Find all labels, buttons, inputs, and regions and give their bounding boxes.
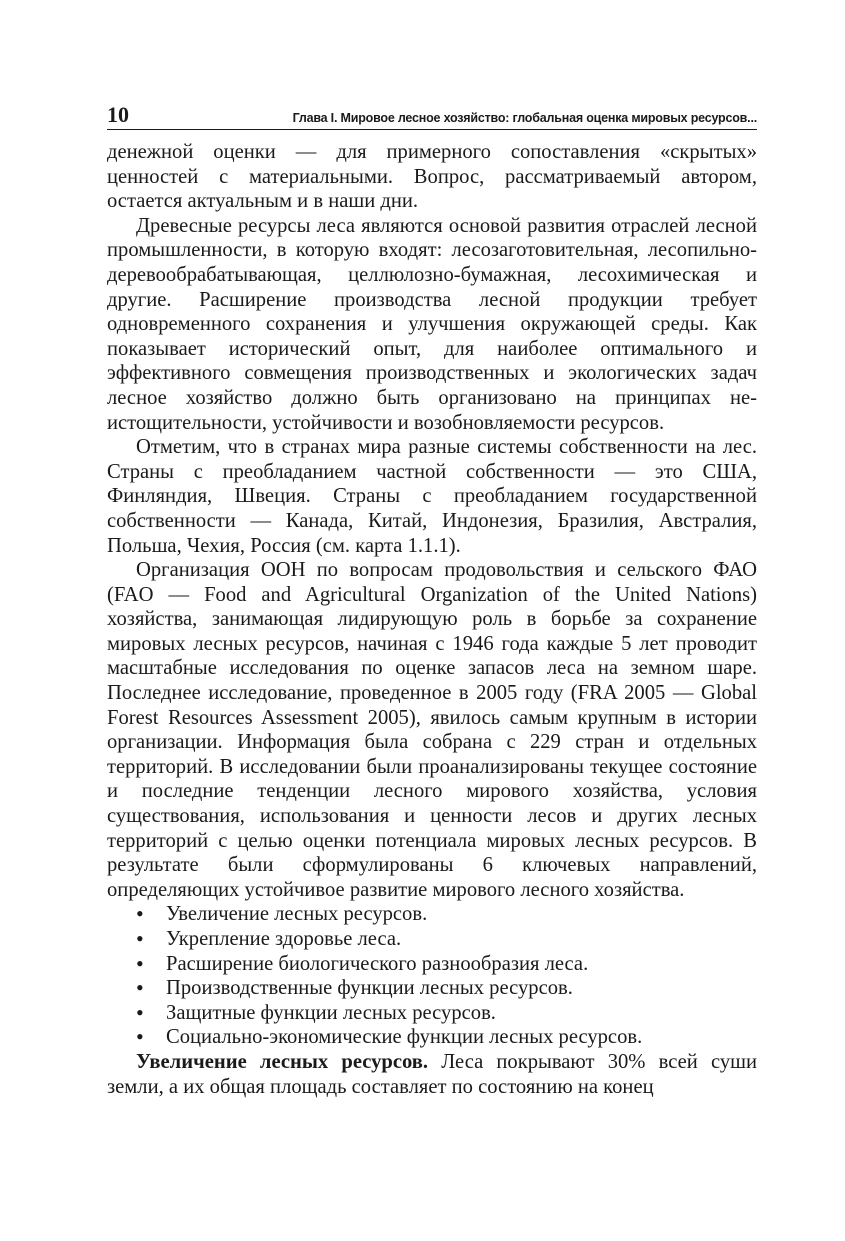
paragraph: Древесные ресурсы леса являются основой развития отраслей лесной промышленности, в которую входят: лесозаготовительная, лесопильно-деревообрабатывающая, целлюлозно-бумажная, лесохимическая и другие. Расширение производства лесной продукции требует одновременного сохранения и улучшения окружающей среды. Как показывает исторический опыт, для наиболее оптимального и эффективного совмещения производственных и экологических задач лесное хозяйство должно быть организовано на принципах неистощительности, устойчивости и возобновляемости ресурсов. bbox=[107, 214, 757, 434]
list-item: • Социально-экономические функции лесных ресурсов. bbox=[136, 1025, 757, 1050]
paragraph: Организация ООН по вопросам продовольствия и сельского ФАО (FAO — Food and Agricultural Organization of the United Nations) хозяйства, занимающая лидирующую роль в борьбе за сохранение мировых лесных ресурсов, начиная с 1946 года каждые 5 лет проводит масштабные исследования по оценке запасов леса на земном шаре. Последнее исследование, проведенное в 2005 году (FRA 2005 — Global Forest Resources Assessment 2005), явилось самым крупным в истории организации. Информация была собрана с 229 стран и отдельных территорий. В исследовании были проанализированы текущее состояние и последние тенденции лесного мирового хозяйства, условия существования, использования и ценности лесов и других лесных территорий с целью оценки потенциала мировых лесных ресурсов. В результате были сформулированы 6 ключевых направлений, определяющих устойчивое развитие мирового лесного хозяйства. bbox=[107, 559, 757, 901]
running-header bbox=[107, 100, 757, 130]
page-number: 10 bbox=[107, 102, 129, 127]
list-item: • Расширение биологического разнообразия леса. bbox=[136, 952, 757, 977]
list-item: • Увеличение лесных ресурсов. bbox=[136, 902, 757, 927]
list-item: • Производственные функции лесных ресурсов. bbox=[136, 976, 757, 1001]
list-item: • Защитные функции лесных ресурсов. bbox=[136, 1001, 757, 1026]
paragraph: Отметим, что в странах мира разные системы собственности на лес. Страны с преобладанием частной собственности — это США, Финляндия, Швеция. Страны с преобладанием государственной собственности — Канада, Китай, Индонезия, Бразилия, Австралия, Польша, Чехия, Россия (см. карта 1.1.1). bbox=[107, 436, 757, 557]
section-text: Леса покрывают 30% всей суши земли, а их общая площадь составляет по состоянию на конец bbox=[107, 1050, 757, 1098]
section-paragraph bbox=[107, 1050, 757, 1099]
chapter-title: Глава I. Мировое лесное хозяйство: глобальная оценка мировых ресурсов... bbox=[292, 111, 757, 125]
list-item: • Укрепление здоровье леса. bbox=[136, 927, 757, 952]
paragraph: денежной оценки — для примерного сопоставления «скрытых» ценностей с материальными. Вопрос, рассматриваемый автором, остается актуальным и в наши дни. bbox=[107, 141, 757, 213]
section-heading-inline: Увеличение лесных ресурсов. bbox=[136, 1050, 429, 1073]
body-text bbox=[107, 140, 757, 1099]
bullet-list bbox=[107, 902, 757, 1050]
document-page bbox=[107, 100, 757, 1099]
